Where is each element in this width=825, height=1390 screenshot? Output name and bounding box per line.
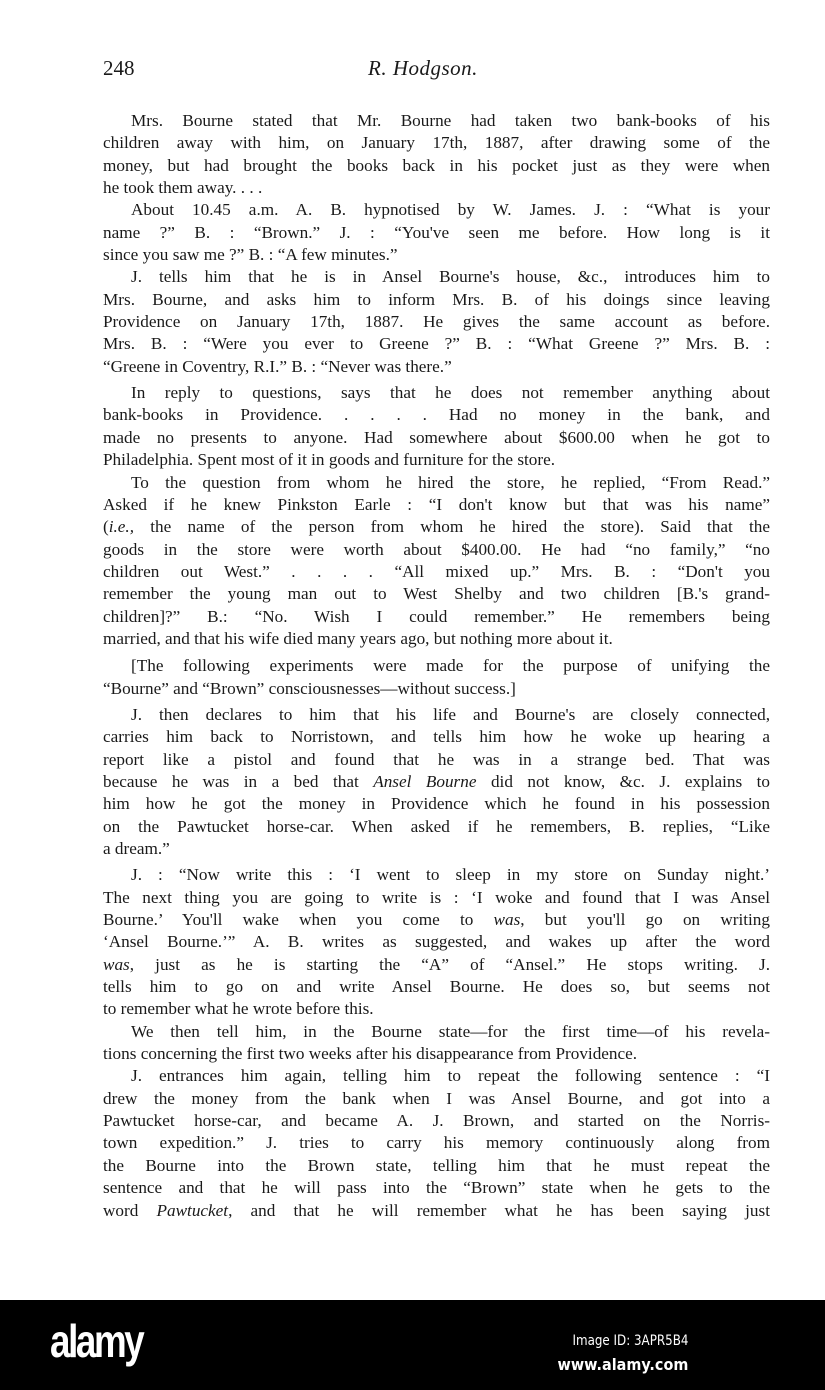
text-segment: tells him to go on and write Ansel Bourne. He does so, but seems not: [103, 977, 770, 997]
text-line: [103, 954, 770, 976]
text-line: [103, 289, 770, 311]
text-line: [103, 449, 770, 471]
text-segment: the Bourne into the Brown state, telling him that he must repeat the: [103, 1155, 770, 1175]
text-segment: made no presents to anyone. Had somewhere about $600.00 when he got to: [103, 427, 770, 447]
text-segment: J. then declares to him that his life and Bourne's are closely connected,: [131, 704, 770, 724]
text-segment: Philadelphia. Spent most of it in goods and furniture for the store.: [103, 450, 556, 470]
text-segment: ‘Ansel Bourne.’” A. B. writes as suggested, and wakes up after the word: [103, 932, 770, 952]
text-segment: drew the money from the bank when I was Ansel Bourne, and got into a: [103, 1088, 770, 1108]
text-line: [103, 749, 770, 771]
text-line: [103, 793, 770, 815]
text-line: [103, 333, 770, 355]
text-line: [103, 838, 770, 860]
text-line: [103, 1043, 770, 1065]
text-segment: “Greene in Coventry, R.I.” B. : “Never was there.”: [103, 356, 452, 376]
running-head: R. Hodgson.: [368, 56, 478, 80]
text-segment: J. entrances him again, telling him to repeat the following sentence : “I: [131, 1066, 770, 1086]
text-segment: a dream.”: [103, 839, 170, 858]
text-line: [103, 1155, 770, 1177]
text-line: [103, 998, 770, 1020]
text-segment: J. : “Now write this : ‘I went to sleep in my store on Sunday night.’: [131, 865, 770, 885]
text-segment: , but you'll go on writing: [520, 910, 770, 930]
text-line: [103, 1200, 770, 1222]
text-line: [103, 1110, 770, 1132]
text-line: [103, 704, 770, 726]
text-segment: “Bourne” and “Brown” consciousnesses—without success.]: [103, 678, 516, 698]
text-line: [103, 1177, 770, 1199]
text-segment: , just as he is starting the “A” of “Ansel.” He stops writing. J.: [129, 954, 770, 974]
text-segment: money, but had brought the books back in his pocket just as they were when: [103, 155, 770, 175]
italic-segment: was: [493, 910, 521, 930]
text-line: [103, 155, 770, 177]
text-line: [103, 356, 770, 378]
text-line: [103, 931, 770, 953]
text-line: [103, 1088, 770, 1110]
text-segment: married, and that his wife died many years ago, but nothing more about it.: [103, 628, 613, 648]
text-segment: since you saw me ?” B. : “A few minutes.”: [103, 245, 398, 265]
text-line: [103, 472, 770, 494]
text-line: [103, 539, 770, 561]
text-segment: goods in the store were worth about $400.00. He had “no family,” “no: [103, 539, 770, 559]
text-line: [103, 678, 770, 700]
text-line: [103, 404, 770, 426]
text-segment: he took them away. . . .: [103, 178, 263, 198]
text-line: [103, 494, 770, 516]
text-line: [103, 244, 770, 266]
italic-segment: Pawtucket: [156, 1200, 229, 1220]
text-segment: remember the young man out to West Shelby and two children [B.'s grand-: [103, 584, 770, 604]
text-line: [103, 110, 770, 132]
text-line: [103, 726, 770, 748]
text-line: [103, 976, 770, 998]
text-segment: Bourne.’ You'll wake when you come to: [103, 910, 494, 930]
text-segment: word: [103, 1200, 157, 1220]
text-segment: children]?” B.: “No. Wish I could remember.” He remembers being: [103, 606, 770, 626]
text-line: [103, 222, 770, 244]
text-segment: Pawtucket horse-car, and became A. J. Brown, and started on the Norris-: [103, 1111, 770, 1131]
text-segment: him how he got the money in Providence which he found in his possession: [103, 794, 770, 814]
page-number: 248: [103, 56, 135, 80]
text-segment: (: [103, 517, 109, 537]
text-segment: Mrs. Bourne stated that Mr. Bourne had taken two bank-books of his: [131, 111, 770, 130]
text-segment: report like a pistol and found that he was in a strange bed. That was: [103, 749, 770, 769]
text-segment: children away with him, on January 17th, 1887, after drawing some of the: [103, 133, 770, 153]
text-segment: , and that he will remember what he has been saying just: [228, 1200, 770, 1220]
text-line: [103, 177, 770, 199]
site-url: www.alamy.com: [557, 1355, 688, 1374]
text-segment: About 10.45 a.m. A. B. hypnotised by W. James. J. : “What is your: [131, 200, 770, 220]
text-line: [103, 628, 770, 650]
text-segment: children out West.” . . . . “All mixed up.” Mrs. B. : “Don't you: [103, 561, 770, 581]
text-line: [103, 199, 770, 221]
text-segment: on the Pawtucket horse-car. When asked if he remembers, B. replies, “Like: [103, 816, 770, 836]
text-segment: Mrs. Bourne, and asks him to inform Mrs. B. of his doings since leaving: [103, 289, 770, 309]
image-id-label: Image ID: 3APR5B4: [572, 1333, 688, 1349]
text-line: [103, 816, 770, 838]
text-line: [103, 864, 770, 886]
text-line: [103, 1065, 770, 1087]
text-line: [103, 1132, 770, 1154]
italic-segment: i.e.,: [108, 517, 135, 537]
text-line: [103, 655, 770, 677]
italic-segment: Ansel Bourne: [373, 771, 477, 791]
text-segment: tions concerning the first two weeks after his disappearance from Providence.: [103, 1044, 638, 1064]
text-line: [103, 132, 770, 154]
text-segment: In reply to questions, says that he does not remember anything about: [131, 383, 770, 403]
page-header: [103, 56, 770, 86]
text-line: [103, 561, 770, 583]
text-segment: the name of the person from whom he hired the store). Said that the: [134, 517, 770, 537]
text-segment: Asked if he knew Pinkston Earle : “I don't know but that was his name”: [103, 494, 770, 514]
watermark-banner: [0, 1300, 825, 1390]
text-segment: name ?” B. : “Brown.” J. : “You've seen me before. How long is it: [103, 222, 770, 242]
text-line: [103, 382, 770, 404]
text-segment: Providence on January 17th, 1887. He gives the same account as before.: [103, 312, 770, 332]
text-segment: because he was in a bed that: [103, 771, 374, 791]
text-segment: The next thing you are going to write is : ‘I woke and found that I was Ansel: [103, 887, 770, 907]
body-text: [103, 110, 770, 1222]
text-line: [103, 516, 770, 538]
italic-segment: was: [103, 954, 130, 974]
text-segment: did not know, &c. J. explains to: [476, 771, 770, 791]
text-line: [103, 311, 770, 333]
text-line: [103, 771, 770, 793]
text-line: [103, 887, 770, 909]
text-segment: town expedition.” J. tries to carry his memory continuously along from: [103, 1133, 770, 1153]
text-line: [103, 1021, 770, 1043]
text-line: [103, 909, 770, 931]
text-line: [103, 583, 770, 605]
text-line: [103, 606, 770, 628]
text-segment: Mrs. B. : “Were you ever to Greene ?” B. : “What Greene ?” Mrs. B. :: [103, 334, 770, 354]
text-segment: bank-books in Providence. . . . . Had no money in the bank, and: [103, 405, 770, 425]
text-segment: [The following experiments were made for the purpose of unifying the: [131, 656, 770, 676]
text-segment: J. tells him that he is in Ansel Bourne's house, &c., introduces him to: [131, 267, 770, 287]
text-segment: We then tell him, in the Bourne state—for the first time—of his revela-: [131, 1021, 770, 1041]
text-segment: sentence and that he will pass into the “Brown” state when he gets to the: [103, 1178, 770, 1198]
alamy-logo: alamy: [50, 1315, 143, 1367]
text-segment: to remember what he wrote before this.: [103, 999, 374, 1019]
text-line: [103, 266, 770, 288]
text-segment: carries him back to Norristown, and tells him how he woke up hearing a: [103, 727, 770, 747]
text-segment: To the question from whom he hired the store, he replied, “From Read.”: [131, 472, 770, 492]
text-line: [103, 427, 770, 449]
